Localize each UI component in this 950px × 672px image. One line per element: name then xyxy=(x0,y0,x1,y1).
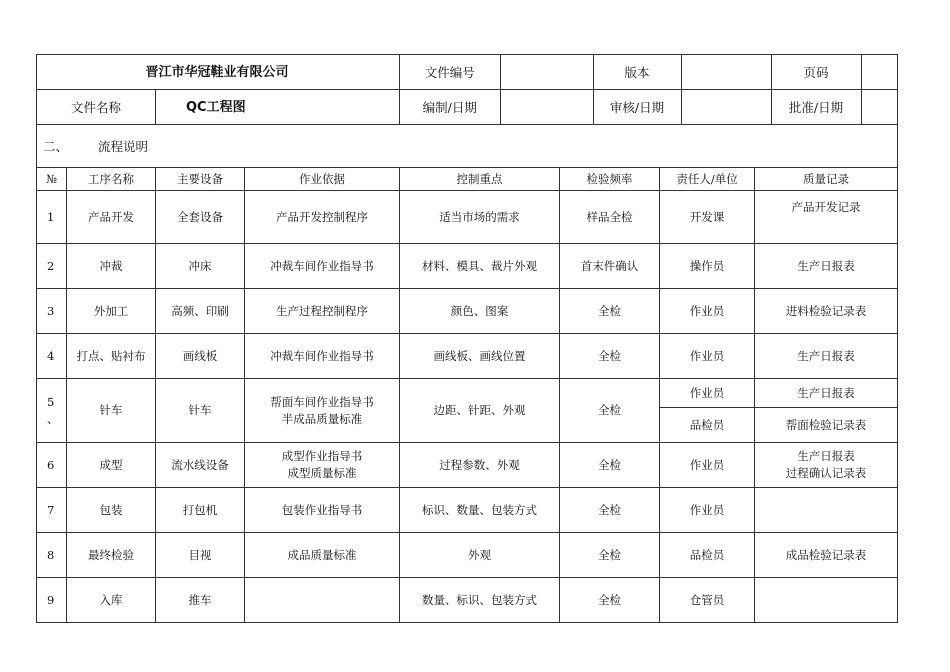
row-frequency: 首末件确认 xyxy=(560,244,660,289)
row-process: 冲裁 xyxy=(67,244,156,289)
row-owner: 开发课 xyxy=(660,191,755,244)
row-frequency: 全检 xyxy=(560,533,660,578)
row-record: 成品检验记录表 xyxy=(755,533,898,578)
section-number: 二、 xyxy=(43,138,69,154)
row-record-line-2: 过程确认记录表 xyxy=(785,466,867,480)
col-frequency: 检验频率 xyxy=(560,168,660,191)
header-row-1 xyxy=(37,55,898,90)
row-no: 7 xyxy=(37,488,67,533)
row-basis: 生产过程控制程序 xyxy=(245,289,400,334)
row-no: 9 xyxy=(37,578,67,623)
row-owner: 仓管员 xyxy=(660,578,755,623)
prepared-label: 编制/日期 xyxy=(400,90,500,124)
row-frequency: 全检 xyxy=(560,289,660,334)
row-control: 适当市场的需求 xyxy=(400,191,560,244)
row-equipment: 推车 xyxy=(156,578,245,623)
reviewed-label: 审核/日期 xyxy=(593,90,681,124)
doc-no-value xyxy=(500,55,593,89)
row-basis xyxy=(245,578,400,623)
row-frequency: 全检 xyxy=(560,443,660,488)
file-name-label: 文件名称 xyxy=(37,90,156,125)
row-process: 最终检验 xyxy=(67,533,156,578)
table-row xyxy=(37,379,898,408)
table-row xyxy=(37,443,898,488)
table-row xyxy=(37,289,898,334)
row-equipment: 画线板 xyxy=(156,334,245,379)
row-owner: 作业员 xyxy=(660,289,755,334)
table-row xyxy=(37,191,898,244)
row-record xyxy=(755,488,898,533)
row-basis xyxy=(245,379,400,443)
row-record xyxy=(755,578,898,623)
row-basis: 成品质量标准 xyxy=(245,533,400,578)
row-frequency: 全检 xyxy=(560,379,660,443)
row-record xyxy=(755,443,898,488)
row-owner: 作业员 xyxy=(660,443,755,488)
row-no: 1 xyxy=(37,191,67,244)
version-label: 版本 xyxy=(593,55,681,89)
row-no: 8 xyxy=(37,533,67,578)
row-control: 材料、模具、裁片外观 xyxy=(400,244,560,289)
row-control: 外观 xyxy=(400,533,560,578)
row-process: 打点、贴衬布 xyxy=(67,334,156,379)
column-header-row xyxy=(37,168,898,191)
row-basis: 包装作业指导书 xyxy=(245,488,400,533)
row-control: 颜色、图案 xyxy=(400,289,560,334)
row-no: 5 、 xyxy=(37,379,67,443)
row-equipment: 高频、印刷 xyxy=(156,289,245,334)
col-process: 工序名称 xyxy=(67,168,156,191)
row-record: 生产日报表 xyxy=(755,379,898,408)
col-control: 控制重点 xyxy=(400,168,560,191)
row-process: 入库 xyxy=(67,578,156,623)
row-control: 数量、标识、包装方式 xyxy=(400,578,560,623)
header-right-2 xyxy=(400,90,898,124)
table-row xyxy=(37,533,898,578)
row-frequency: 全检 xyxy=(560,488,660,533)
section-title xyxy=(37,125,898,168)
row-basis-line-1: 帮面车间作业指导书 xyxy=(270,394,374,409)
prepared-value xyxy=(500,90,593,124)
section-row xyxy=(37,125,898,168)
row-basis: 冲裁车间作业指导书 xyxy=(245,334,400,379)
row-owner: 作业员 xyxy=(660,379,755,408)
row-basis-line-2: 半成品质量标准 xyxy=(281,411,363,426)
row-record: 生产日报表 xyxy=(755,334,898,379)
table-row xyxy=(37,334,898,379)
row-frequency: 全检 xyxy=(560,578,660,623)
qc-process-document xyxy=(36,54,897,623)
row-basis-line-2: 成型质量标准 xyxy=(287,466,357,480)
approved-label: 批准/日期 xyxy=(771,90,861,124)
section-text: 流程说明 xyxy=(98,138,149,154)
row-control: 画线板、画线位置 xyxy=(400,334,560,379)
header-row-2 xyxy=(37,90,898,125)
row-equipment: 目视 xyxy=(156,533,245,578)
row-process: 针车 xyxy=(67,379,156,443)
row-owner: 作业员 xyxy=(660,488,755,533)
table-row xyxy=(37,578,898,623)
col-record: 质量记录 xyxy=(755,168,898,191)
page-value xyxy=(861,55,898,89)
doc-no-label: 文件编号 xyxy=(400,55,500,89)
row-record-line-1: 生产日报表 xyxy=(797,449,855,463)
row-basis: 产品开发控制程序 xyxy=(245,191,400,244)
row-no: 2 xyxy=(37,244,67,289)
row-equipment: 冲床 xyxy=(156,244,245,289)
row-control: 过程参数、外观 xyxy=(400,443,560,488)
file-name-value: QC工程图 xyxy=(156,90,400,125)
reviewed-value xyxy=(681,90,771,124)
row-frequency: 全检 xyxy=(560,334,660,379)
row-equipment: 流水线设备 xyxy=(156,443,245,488)
col-owner: 责任人/单位 xyxy=(660,168,755,191)
row-record: 进料检验记录表 xyxy=(755,289,898,334)
row-no: 3 xyxy=(37,289,67,334)
col-basis: 作业依据 xyxy=(245,168,400,191)
row-basis xyxy=(245,443,400,488)
company-name: 晋江市华冠鞋业有限公司 xyxy=(37,55,400,90)
row-basis: 冲裁车间作业指导书 xyxy=(245,244,400,289)
row-owner: 品检员 xyxy=(660,533,755,578)
row-record: 产品开发记录 xyxy=(755,191,898,244)
row-process: 包装 xyxy=(67,488,156,533)
row-frequency: 样品全检 xyxy=(560,191,660,244)
col-no: № xyxy=(37,168,67,191)
row-process: 产品开发 xyxy=(67,191,156,244)
col-equipment: 主要设备 xyxy=(156,168,245,191)
row-no: 4 xyxy=(37,334,67,379)
header-subgrid-2 xyxy=(400,90,898,125)
row-no: 6 xyxy=(37,443,67,488)
row-equipment: 打包机 xyxy=(156,488,245,533)
row-control: 标识、数量、包装方式 xyxy=(400,488,560,533)
version-value xyxy=(681,55,771,89)
qc-table xyxy=(36,54,898,623)
table-row xyxy=(37,488,898,533)
row-owner: 作业员 xyxy=(660,334,755,379)
table-row xyxy=(37,244,898,289)
page-label: 页码 xyxy=(771,55,861,89)
row-control: 边距、针距、外观 xyxy=(400,379,560,443)
row-process: 成型 xyxy=(67,443,156,488)
row-equipment: 针车 xyxy=(156,379,245,443)
row-record: 帮面检验记录表 xyxy=(755,408,898,443)
row-owner: 操作员 xyxy=(660,244,755,289)
row-owner: 品检员 xyxy=(660,408,755,443)
row-process: 外加工 xyxy=(67,289,156,334)
row-basis-line-1: 成型作业指导书 xyxy=(281,449,363,463)
header-right-1 xyxy=(400,55,898,89)
row-equipment: 全套设备 xyxy=(156,191,245,244)
row-record: 生产日报表 xyxy=(755,244,898,289)
approved-value xyxy=(861,90,898,124)
header-subgrid xyxy=(400,55,898,90)
